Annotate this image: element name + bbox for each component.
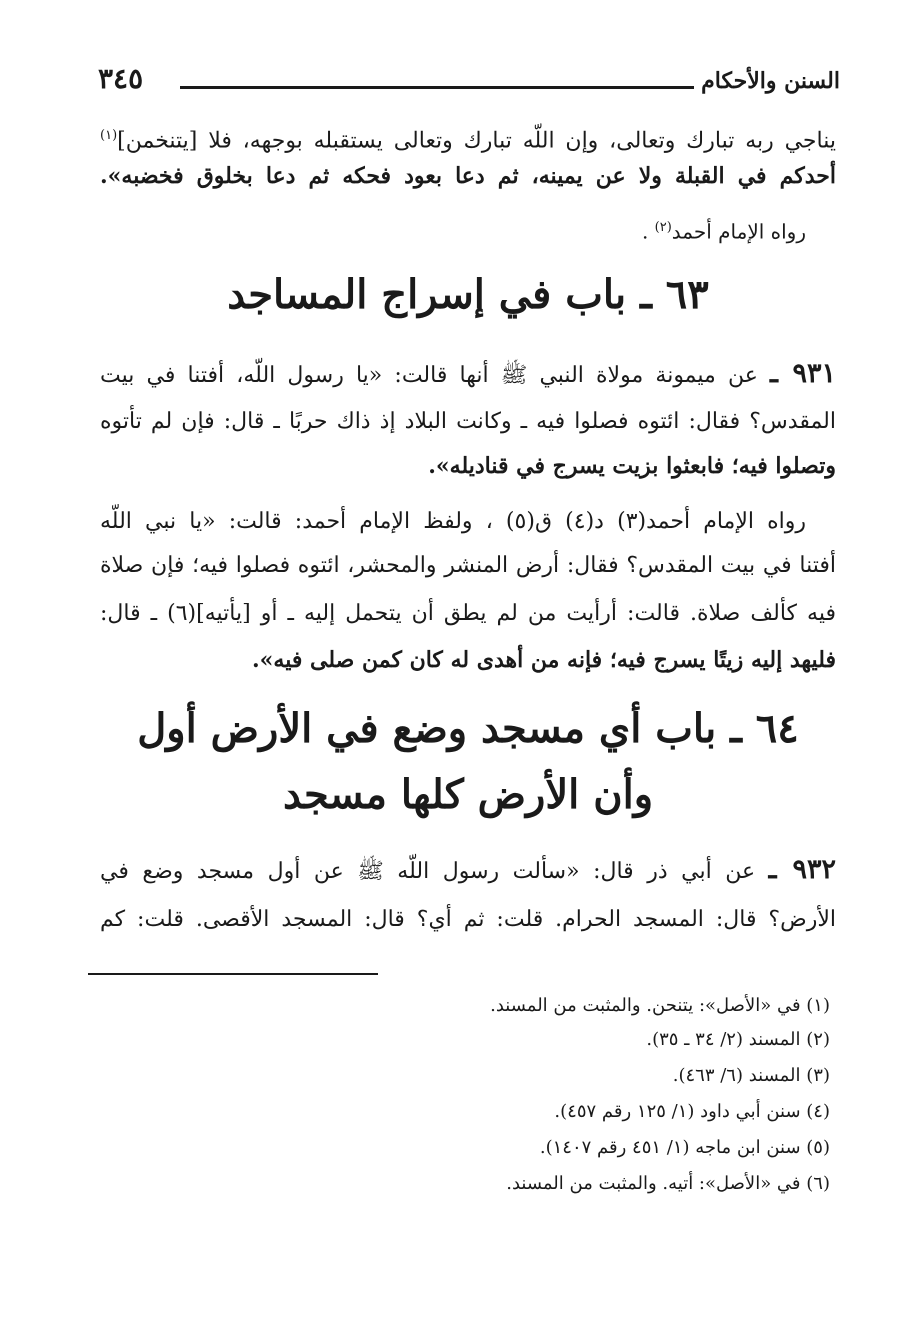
narration-line: فليهد إليه زيتًا يسرج فيه؛ فإنه من أهدى له كان كمن صلى فيه». bbox=[252, 647, 836, 673]
hadith-number: ٩٣٢ ـ bbox=[768, 854, 836, 885]
chapter-heading-63: ٦٣ ـ باب في إسراج المساجد bbox=[227, 271, 709, 318]
footnote: (٥) سنن ابن ماجه (١/ ٤٥١ رقم ١٤٠٧). bbox=[539, 1137, 830, 1158]
hadith-932-line: الأرض؟ قال: المسجد الحرام. قلت: ثم أي؟ قال: المسجد الأقصى. قلت: كم bbox=[100, 907, 836, 932]
narration-line: أفتنا في بيت المقدس؟ فقال: أرض المنشر والمحشر، ائتوه فصلوا فيه؛ فإن صلاة bbox=[100, 553, 836, 578]
footnote-ref: (١) bbox=[100, 128, 118, 143]
text-line: يناجي ربه تبارك وتعالى، وإن اللّه تبارك وتعالى يستقبله بوجهه، فلا [يتنخمن]$^{(١)}$ bbox=[100, 128, 836, 154]
footnote: (٦) في «الأصل»: أتيه. والمثبت من المسند. bbox=[506, 1173, 830, 1194]
footnote: (٢) المسند (٢/ ٣٤ ـ ٣٥). bbox=[646, 1029, 830, 1050]
hadith-931-line: المقدس؟ فقال: ائتوه فصلوا فيه ـ وكانت البلاد إذ ذاك حربًا ـ قال: فإن لم تأتوه bbox=[100, 409, 836, 434]
running-header bbox=[98, 60, 840, 104]
hadith-931-line: ٩٣١ ـ عن ميمونة مولاة النبي ﷺ أنها قالت: «يا رسول اللّه، أفتنا في بيت bbox=[100, 358, 836, 389]
hadith-932-line: ٩٣٢ ـ عن أبي ذر قال: «سألت رسول اللّه ﷺ عن أول مسجد وضع في bbox=[100, 854, 836, 885]
page-number: ٣٤٥ bbox=[98, 62, 144, 95]
text-line: رواه الإمام أحمد$^{(٢)}$ . bbox=[641, 219, 806, 244]
chapter-heading-64-line1: ٦٤ ـ باب أي مسجد وضع في الأرض أول bbox=[137, 705, 799, 752]
header-rule bbox=[180, 86, 694, 89]
footnote: (١) في «الأصل»: يتنحن. والمثبت من المسند. bbox=[490, 995, 830, 1016]
hadith-number: ٩٣١ ـ bbox=[770, 358, 836, 389]
narration-line: فيه كألف صلاة. قالت: أرأيت من لم يطق أن يتحمل إليه ـ أو [يأتيه](٦) ـ قال: bbox=[100, 601, 836, 626]
text-line: أحدكم في القبلة ولا عن يمينه، ثم دعا بعود فحكه ثم دعا بخلوق فخضبه». bbox=[100, 163, 836, 189]
narration-line: رواه الإمام أحمد(٣) د(٤) ق(٥) ، ولفظ الإمام أحمد: قالت: «يا نبي اللّه bbox=[100, 509, 806, 534]
running-title: السنن والأحكام bbox=[701, 68, 840, 94]
footnote: (٤) سنن أبي داود (١/ ١٢٥ رقم ٤٥٧). bbox=[554, 1101, 830, 1122]
footnote: (٣) المسند (٦/ ٤٦٣). bbox=[672, 1065, 830, 1086]
footnote-ref: (٢) bbox=[654, 220, 672, 235]
hadith-931-line: وتصلوا فيه؛ فابعثوا بزيت يسرج في قناديله». bbox=[428, 453, 836, 479]
footnote-separator bbox=[88, 973, 378, 975]
chapter-heading-64-line2: وأن الأرض كلها مسجد bbox=[282, 771, 654, 818]
